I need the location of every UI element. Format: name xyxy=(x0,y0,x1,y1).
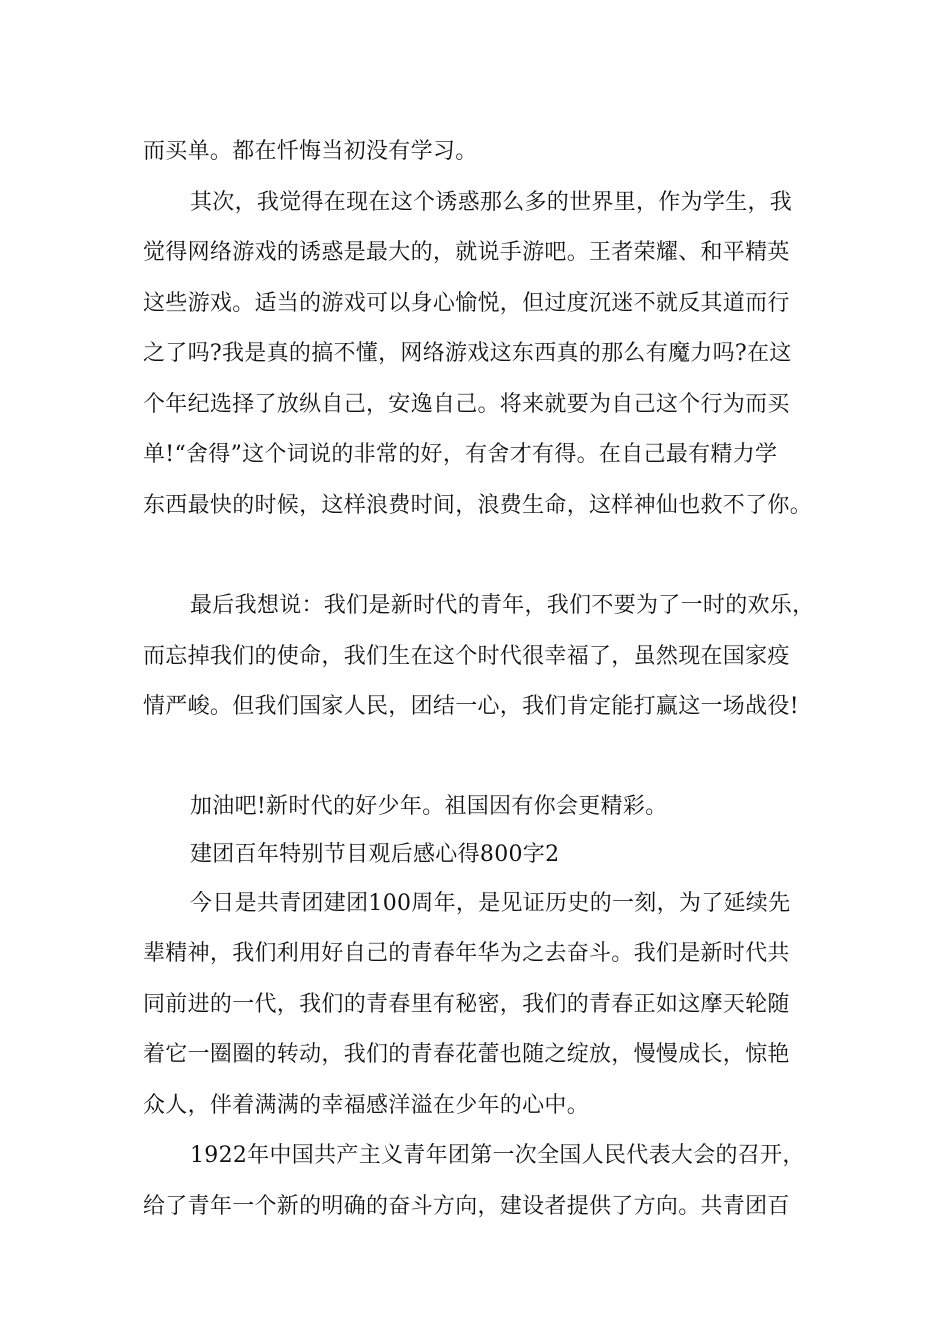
heading-line: 建团百年特别节目观后感心得800字2 xyxy=(190,841,560,867)
text-line: 而忘掉我们的使命，我们生在这个时代很幸福了，虽然现在国家疫 xyxy=(143,643,790,669)
paragraph-anniversary xyxy=(143,879,825,1132)
text-line: 这些游戏。适当的游戏可以身心愉悦，但过度沉迷不就反其道而行 xyxy=(143,290,790,316)
text-line: 之了吗?我是真的搞不懂，网络游戏这东西真的那么有魔力吗?在这 xyxy=(143,341,792,366)
paragraph-cheer xyxy=(143,783,825,831)
paragraph-spacer xyxy=(143,531,825,581)
text-line: 而买单。都在忏悔当初没有学习。 xyxy=(143,139,478,164)
text-line: 其次，我觉得在现在这个诱惑那么多的世界里，作为学生，我 xyxy=(190,189,793,215)
paragraph-spacer xyxy=(143,733,825,783)
text-line: 众人，伴着满满的幸福感洋溢在少年的心中。 xyxy=(143,1092,590,1118)
document-page xyxy=(143,127,825,1232)
text-line: 1922年中国共产主义青年团第一次全国人民代表大会的召开， xyxy=(190,1143,805,1168)
paragraph-continuation xyxy=(143,127,825,178)
text-line: 最后我想说：我们是新时代的青年，我们不要为了一时的欢乐， xyxy=(190,593,815,618)
text-line: 辈精神，我们利用好自己的青春年华为之去奋斗。我们是新时代共 xyxy=(143,941,790,966)
section-heading xyxy=(143,831,825,879)
text-line: 情严峻。但我们国家人民，团结一心，我们肯定能打赢这一场战役! xyxy=(143,694,799,719)
text-line: 东西最快的时候，这样浪费时间，浪费生命，这样神仙也救不了你。 xyxy=(143,492,813,518)
text-line: 加油吧!新时代的好少年。祖国因有你会更精彩。 xyxy=(190,793,668,819)
text-line: 个年纪选择了放纵自己，安逸自己。将来就要为自己这个行为而买 xyxy=(143,391,790,417)
paragraph-history xyxy=(143,1131,825,1232)
text-line: 觉得网络游戏的诱惑是最大的，就说手游吧。王者荣耀、和平精英 xyxy=(143,240,790,265)
paragraph-conclusion xyxy=(143,581,825,733)
text-line: 今日是共青团建团100周年，是见证历史的一刻，为了延续先 xyxy=(190,890,791,916)
text-line: 给了青年一个新的明确的奋斗方向，建设者提供了方向。共青团百 xyxy=(143,1193,790,1219)
text-line: 同前进的一代，我们的青春里有秘密，我们的青春正如这摩天轮随 xyxy=(143,991,790,1017)
paragraph-second-point xyxy=(143,178,825,532)
text-line: 着它一圈圈的转动，我们的青春花蕾也随之绽放，慢慢成长，惊艳 xyxy=(143,1042,790,1067)
text-line: 单!“舍得”这个词说的非常的好，有舍才有得。在自己最有精力学 xyxy=(143,442,778,467)
